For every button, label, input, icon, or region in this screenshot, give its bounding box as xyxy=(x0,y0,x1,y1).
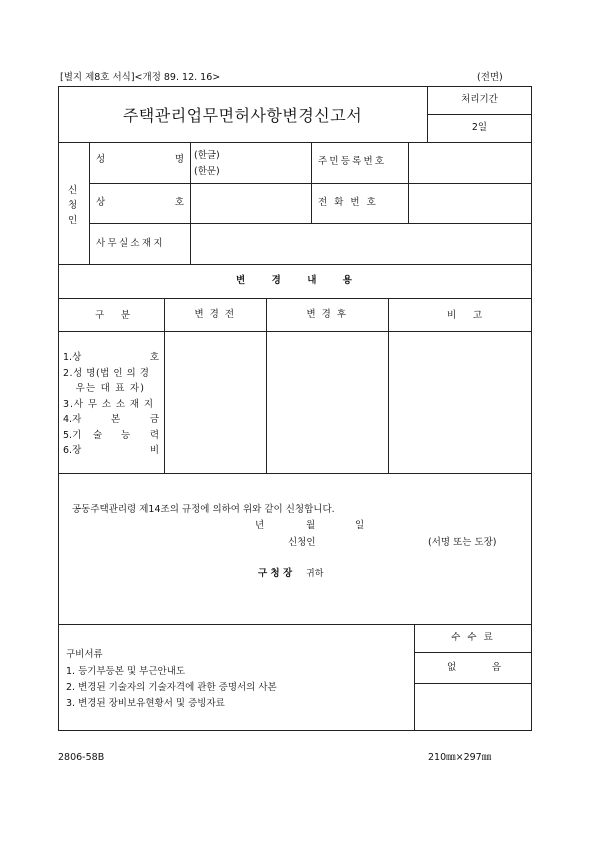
applicant-sign-label: 신청인 xyxy=(288,537,316,548)
paper-size: 210㎜×297㎜ xyxy=(428,752,492,763)
page-side-label: (전면) xyxy=(477,72,503,83)
required-documents-heading: 구비서류 xyxy=(66,649,103,660)
fee-value: 없 음 xyxy=(447,662,501,673)
date-month-label: 월 xyxy=(306,520,316,531)
form-reference: [별지 제8호 서식]<개정 89. 12. 16> xyxy=(60,72,221,83)
resident-number-label: 주민등록번호 xyxy=(318,156,387,167)
category-list xyxy=(63,349,159,458)
category-item: 2.성 명(법 인 의 경 xyxy=(63,367,150,379)
document-item: 2. 변경된 기술자의 기술자격에 관한 증명서의 사본 xyxy=(66,682,277,693)
name-hanja-label: (한문) xyxy=(194,166,220,177)
category-item: 1.상 호 xyxy=(63,352,159,363)
processing-period-value: 2일 xyxy=(471,122,488,134)
col-note: 비 고 xyxy=(447,310,482,321)
date-year-label: 년 xyxy=(255,520,265,531)
declaration-statement: 공동주택관리령 제14조의 규정에 의하여 위와 같이 신청합니다. xyxy=(72,504,335,515)
fee-label: 수 수 료 xyxy=(451,632,495,644)
form-code: 2806-58B xyxy=(58,752,105,763)
document-item: 1. 등기부등본 및 부근안내도 xyxy=(66,666,186,677)
category-item: 5.기 술 능 력 xyxy=(63,429,159,441)
trade-name-label: 상 호 xyxy=(96,197,184,208)
processing-period-label: 처리기간 xyxy=(461,94,498,106)
date-day-label: 일 xyxy=(355,520,365,531)
applicant-group-label: 신 청 인 xyxy=(68,185,78,226)
col-after: 변 경 후 xyxy=(306,308,348,320)
category-item: 6.장 비 xyxy=(63,445,159,456)
document-item: 3. 변경된 장비보유현황서 및 증빙자료 xyxy=(66,698,225,709)
name-label: 성 명 xyxy=(96,154,184,165)
sign-or-seal-hint: (서명 또는 도장) xyxy=(428,537,497,548)
col-category: 구 분 xyxy=(95,310,130,321)
recipient-title: 구 청 장 xyxy=(258,568,293,579)
phone-label: 전 화 번 호 xyxy=(318,197,378,208)
form-title: 주택관리업무면허사항변경신고서 xyxy=(122,105,363,125)
office-address-label: 사무실소재지 xyxy=(96,238,165,249)
col-before: 변 경 전 xyxy=(194,308,236,320)
changes-heading: 변 경 내 용 xyxy=(236,275,352,286)
category-item: 3.사 무 소 소 재 지 xyxy=(63,398,154,410)
recipient-honorific: 귀하 xyxy=(306,569,324,579)
category-item: 우는 대 표 자) xyxy=(63,383,146,394)
name-hangul-label: (한글) xyxy=(194,150,220,161)
category-item: 4.자 본 금 xyxy=(63,414,159,425)
